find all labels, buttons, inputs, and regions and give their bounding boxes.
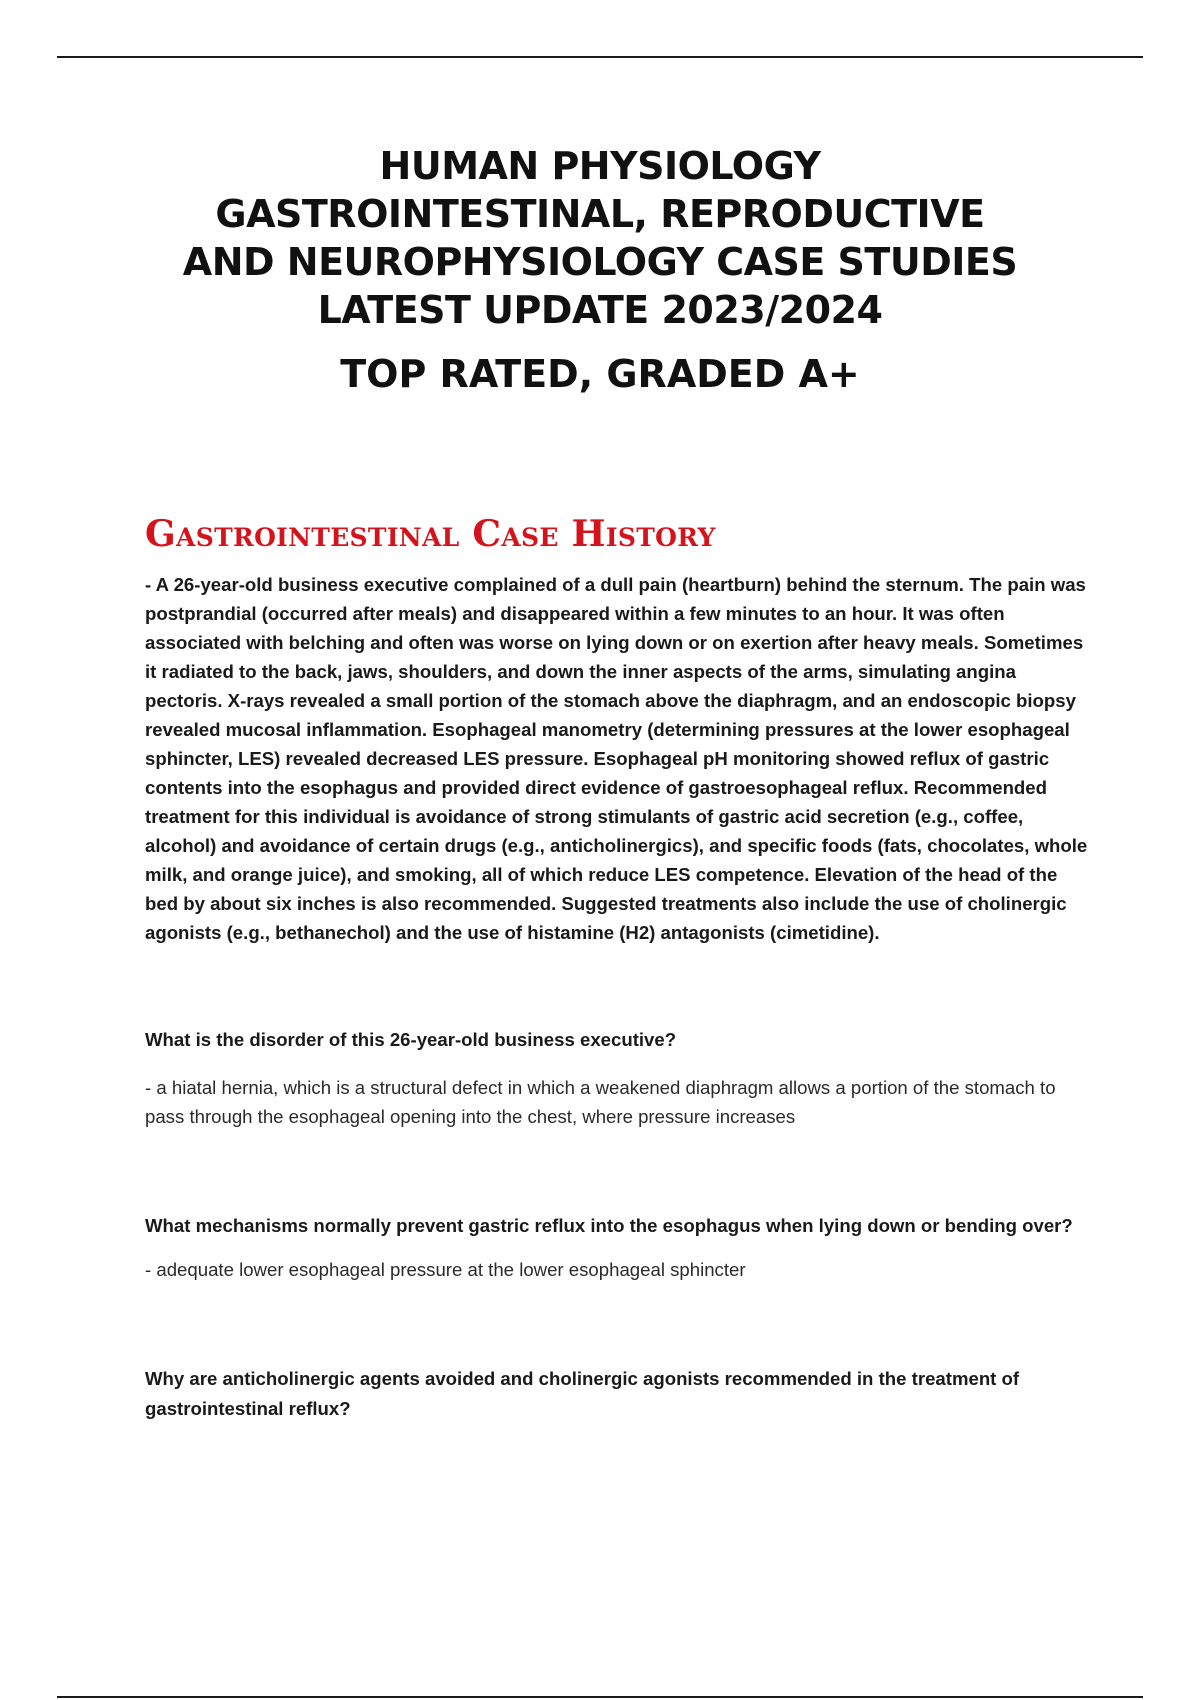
title-line-2: GASTROINTESTINAL, REPRODUCTIVE [215, 192, 985, 236]
answer-1: - a hiatal hernia, which is a structural defect in which a weakened diaphragm allows a portion of the stomach to pass through the esophageal opening into the chest, where pressure increases [145, 1077, 1056, 1127]
question-3: Why are anticholinergic agents avoided and cholinergic agonists recommended in the treatment of gastrointestinal reflux? [145, 1368, 1020, 1419]
answer-2: - adequate lower esophageal pressure at the lower esophageal sphincter [145, 1259, 746, 1280]
title-line-3: AND NEUROPHYSIOLOGY CASE STUDIES [182, 240, 1018, 284]
document-body [145, 510, 1095, 1424]
title-line-1: HUMAN PHYSIOLOGY [379, 144, 821, 188]
title-line-4: LATEST UPDATE 2023/2024 [317, 288, 883, 332]
question-1: What is the disorder of this 26-year-old business executive? [145, 1029, 677, 1050]
bottom-divider [57, 1696, 1143, 1698]
section-heading: Gastrointestinal Case History [145, 513, 716, 555]
top-divider [57, 56, 1143, 58]
question-2: What mechanisms normally prevent gastric reflux into the esophagus when lying down or bending over? [145, 1215, 1073, 1236]
document-title [100, 142, 1100, 398]
case-history-text: - A 26-year-old business executive complained of a dull pain (heartburn) behind the sternum. The pain was postprandial (occurred after meals) and disappeared within a few minutes to an hour. It was often associated with belching and often was worse on lying down or on exertion after heavy meals. Sometimes it radiated to the back, jaws, shoulders, and down the inner aspects of the arms, simulating angina pectoris. X-rays revealed a small portion of the stomach above the diaphragm, and an endoscopic biopsy revealed mucosal inflammation. Esophageal manometry (determining pressures at the lower esophageal sphincter, LES) revealed decreased LES pressure. Esophageal pH monitoring showed reflux of gastric contents into the esophagus and provided direct evidence of gastroesophageal reflux. Recommended treatment for this individual is avoidance of strong stimulants of gastric acid secretion (e.g., coffee, alcohol) and avoidance of certain drugs (e.g., anticholinergics), and specific foods (fats, chocolates, whole milk, and orange juice), and smoking, all of which reduce LES competence. Elevation of the head of the bed by about six inches is also recommended. Suggested treatments also include the use of cholinergic agonists (e.g., bethanechol) and the use of histamine (H2) antagonists (cimetidine). [145, 574, 1088, 943]
document-subtitle: TOP RATED, GRADED A+ [340, 352, 860, 396]
